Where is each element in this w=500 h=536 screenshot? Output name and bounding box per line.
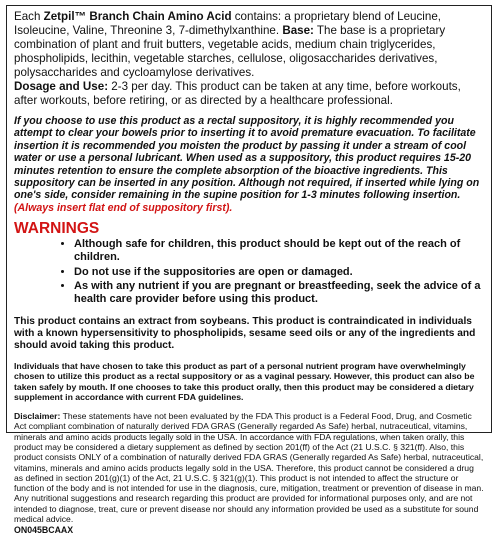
warnings-list — [14, 238, 484, 306]
ingredients-paragraph — [14, 10, 484, 108]
intro-each: Each — [14, 10, 44, 23]
rectal-use-instructions — [14, 115, 484, 214]
product-name: Zetpil™ Branch Chain Amino Acid — [43, 10, 232, 23]
disclaimer — [14, 411, 484, 524]
disclaimer-label: Disclaimer: — [14, 411, 61, 422]
rectal-text: If you choose to use this product as a rectal suppository, it is highly recommended you attempt to clear your bowels prior to inserting it to avoid premature evacuation. To facilitate insertion it is recommended you moisten the product by passing it under a stream of cool water or use a personal lubricant. When used as a suppository, this product requires 15-20 minutes retention to ensure the complete absorption of the bioactive ingredients. This suppository can be inserted in any position. Although not required, if inserted while lying on one's side, consider remaining in the supine position for 1-3 minutes following insertion. — [14, 115, 480, 202]
dosage-label: Dosage and Use: — [14, 80, 109, 93]
warning-item: • Although safe for children, this product should be kept out of the reach of children. — [74, 238, 484, 264]
insertion-note: (Always insert flat end of suppository first). — [14, 201, 233, 214]
base-label: Base: — [282, 24, 314, 37]
individuals-notice: Individuals that have chosen to take this product as part of a personal nutrient program have overwhelmingly chosen to utilize this product as a rectal suppository or as a vaginal pessary. However, this product can also be taken safely by mouth. If one chooses to take this product orally, then this product may be considered a dietary supplement in accordance with current FDA guidelines. — [14, 361, 475, 402]
warning-item: • Do not use if the suppositories are open or damaged. — [74, 266, 484, 279]
warnings-heading: WARNINGS — [14, 220, 100, 238]
product-label — [6, 5, 492, 536]
warning-item: • As with any nutrient if you are pregnant or breastfeeding, seek the advice of a health care provider before using this product. — [74, 280, 484, 306]
product-code: ON045BCAAX — [14, 525, 74, 536]
contains-text: contains: a proprietary blend of Leucine, Isoleucine, Valine, Threonine 3, 7-dimethylxanthine. — [14, 10, 441, 37]
dosage-text: 2-3 per day. This product can be taken at any time, before workouts, after workouts, before retiring, or as directed by a healthcare professional. — [14, 80, 461, 107]
disclaimer-text: These statements have not been evaluated by the FDA This product is a Federal Food, Drug, and Cosmetic Act compliant combination of naturally derived FDA GRAS (Generally regarded As Safe) herbal, nutraceutical, vitamins, minerals and amino acids products legally sold in the USA. In accordance with FDA regulations, when taken orally, this product may be considered a dietary supplement as defined by section 201(ff) of the Act (21 U.S.C. § 321(ff). Also, this product consists ONLY of a combination of naturally derived FDA GRAS (Generally regarded As Safe) herbal, nutraceutical, vitamins, minerals and amino acids products legally sold in the USA. Therefore, this product cannot be considered a drug as defined in section 201(g)(1) of the Act, 21 U.S.C. § 321(g)(1). This product is not intended to affect the structure or function of the body and is not intended for use in the diagnosis, cure, mitigation, treatment or prevention of disease in man. Any nutritional suggestions and research regarding this product are provided for informational purposes only, and are not intended to diagnose, treat, cure or prevent disease nor should any information provided be used as a substitute for sound medical advice. — [14, 411, 484, 525]
soy-contraindication: This product contains an extract from soybeans. This product is contraindicated in individuals with a known hypersensitivity to phospholipids, sesame seed oils or any of the ingredients and should avoid taking this product. — [14, 316, 476, 352]
base-text: The base is a proprietary combination of plant and fruit butters, vegetable acids, medium chain triglycerides, phospholipids, lecithin, vegetable starches, cellulose, oligosaccharides derivatives, polysaccharides and cycloamylose derivatives. — [14, 24, 446, 79]
